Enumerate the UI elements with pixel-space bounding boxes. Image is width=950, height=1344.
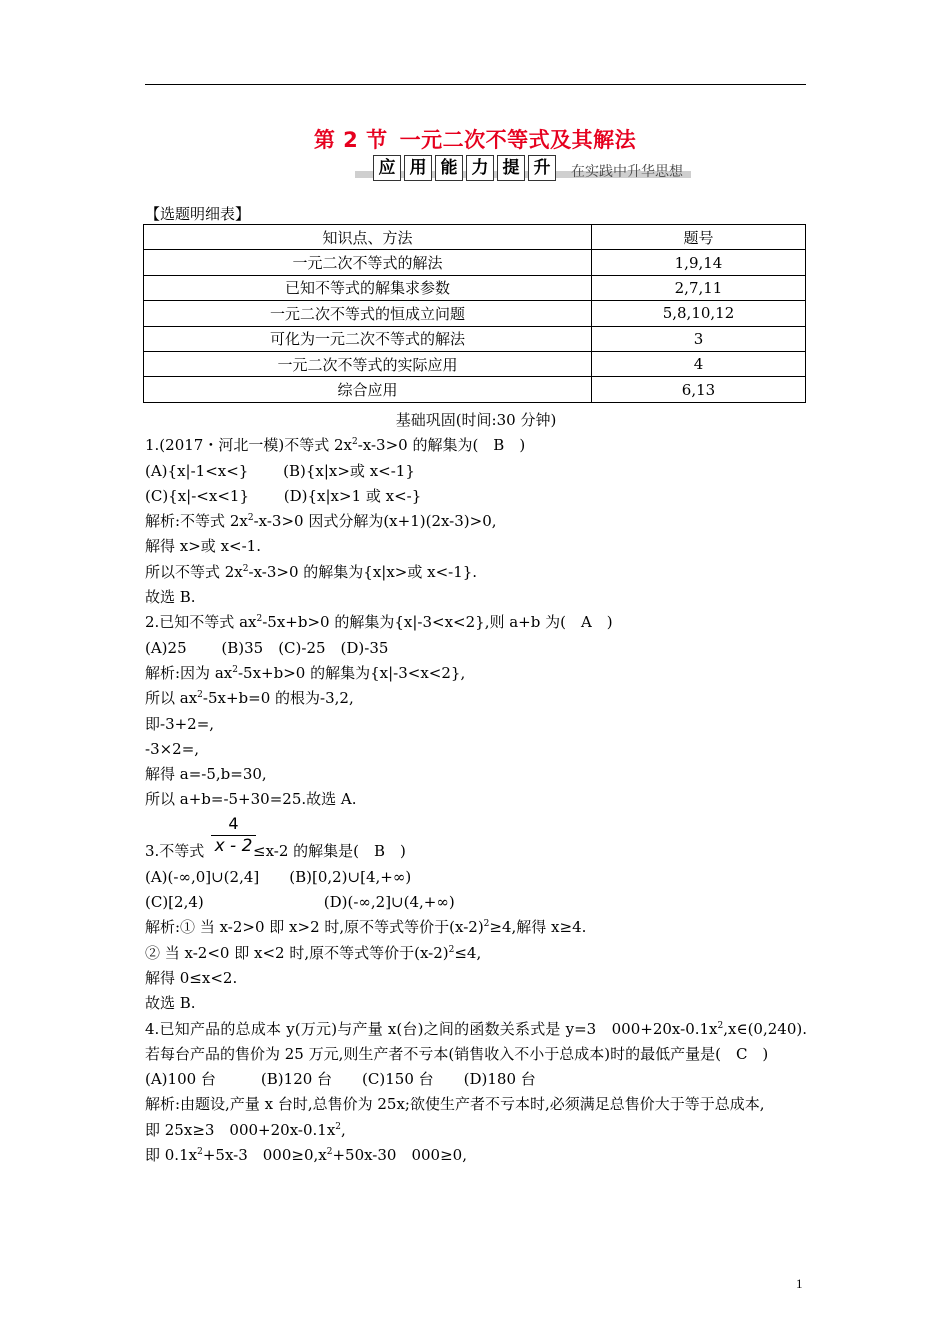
topic-table [143, 224, 806, 403]
section-title [0, 124, 950, 154]
question-number-cell: 4 [592, 351, 806, 376]
question-2-answer: 所以 a+b=-5+30=25.故选 A. [145, 790, 357, 809]
question-3-options-a: (A)(-∞,0]∪(2,4] (B)[0,2)∪[4,+∞) [145, 867, 412, 886]
question-1-options-b: (C){x|-<x<1} (D){x|x>1 或 x<-} [145, 486, 422, 505]
section-name: 一元二次不等式及其解法 [399, 128, 637, 152]
fraction-denominator: x - 2 [214, 835, 253, 856]
question-3-stem: 3.不等式 4 x - 2 ≤x-2 的解集是( B ) [145, 813, 406, 860]
question-number-cell: 3 [592, 326, 806, 351]
question-4-stem: 4.已知产品的总成本 y(万元)与产量 x(台)之间的函数关系式是 y=3 $000+20x-0.1x^2,x\in(0,240)$.若每台产品的售价为 25 万元,则生产者不亏本(销售收入不小于总成本)时的最低产量是( C ) [145, 1019, 807, 1063]
table-header-row [144, 225, 806, 250]
question-2-solution: 解析:因为 $ax^2-5x+b>0$ 的解集为{x|-3<x<2}, [145, 663, 466, 682]
question-4-solution: 解析:由题设,产量 x 台时,总售价为 25x;欲使生产者不亏本时,必须满足总售价大于等于总成本, [145, 1095, 765, 1114]
table-title: 【选题明细表】 [145, 205, 251, 223]
table-row [144, 326, 806, 351]
question-2-stem: 2.已知不等式 $ax^2-5x+b>0$ 的解集为{x|-3<x<2},则 a+b 为( A ) [145, 613, 613, 632]
section-heading: 基础巩固(时间:30 分钟) [395, 411, 557, 429]
topic-cell: 一元二次不等式的实际应用 [144, 351, 592, 376]
question-2-solution: 解得 a=-5,b=30, [145, 765, 267, 784]
topic-cell: 已知不等式的解集求参数 [144, 275, 592, 300]
banner-char: 用 [404, 155, 432, 181]
question-3-solution: ② 当 x-2<0 即 x<2 时,原不等式等价于$(x-2)^2\le 4$, [145, 943, 482, 962]
topic-cell: 一元二次不等式的解法 [144, 250, 592, 275]
question-3-answer: 故选 B. [145, 994, 196, 1013]
banner-char: 能 [435, 155, 463, 181]
topic-cell: 一元二次不等式的恒成立问题 [144, 301, 592, 326]
table-row [144, 377, 806, 402]
question-number-cell: 6,13 [592, 377, 806, 402]
fraction-numerator: 4 [228, 813, 239, 833]
question-1-solution: 解析:不等式 $2x^2-x-3>0$ 因式分解为(x+1)(2x-3)>0, [145, 512, 497, 531]
header-rule [145, 84, 806, 85]
table-row [144, 275, 806, 300]
banner-char: 应 [373, 155, 401, 181]
table-row [144, 351, 806, 376]
banner-char: 升 [528, 155, 556, 181]
section-number: 第 2 节 [313, 128, 388, 152]
question-2-solution: 所以 $ax^2-5x+b=0$ 的根为-3,2, [145, 689, 354, 708]
table-row [144, 250, 806, 275]
page-number: 1 [796, 1276, 803, 1291]
question-number-cell: 2,7,11 [592, 275, 806, 300]
question-4-solution: 即 25x≥3 $000+20x-0.1x^2$, [145, 1120, 346, 1139]
banner-char: 力 [466, 155, 494, 181]
topic-cell: 可化为一元二次不等式的解法 [144, 326, 592, 351]
question-2-solution: -3×2=, [145, 739, 200, 758]
question-2-solution: 即-3+2=, [145, 714, 215, 733]
topic-cell: 综合应用 [144, 377, 592, 402]
fraction [211, 813, 256, 856]
question-4-options: (A)100 台 (B)120 台 (C)150 台 (D)180 台 [145, 1070, 536, 1089]
question-number-cell: 1,9,14 [592, 250, 806, 275]
question-4-solution: 即 $0.1x^2+5x-3$ $000\ge 0,x^2+50x-30$ 000≥0, [145, 1146, 467, 1165]
question-1-solution: 解得 x>或 x<-1. [145, 537, 261, 556]
column-header: 知识点、方法 [144, 225, 592, 250]
question-1-answer: 故选 B. [145, 588, 196, 607]
banner-char: 提 [497, 155, 525, 181]
question-1-options-a: (A){x|-1<x<} (B){x|x>或 x<-1} [145, 461, 415, 480]
question-1-solution: 所以不等式 $2x^2-x-3>0$ 的解集为{x|x>或 x<-1}. [145, 562, 478, 581]
table-row [144, 301, 806, 326]
question-3-options-b: (C)[2,4) (D)(-∞,2]∪(4,+∞) [145, 893, 455, 912]
exercise-content [145, 408, 807, 1168]
question-2-options: (A)25 (B)35 (C)-25 (D)-35 [145, 638, 389, 657]
banner-subtitle: 在实践中升华思想 [571, 164, 683, 180]
question-number-cell: 5,8,10,12 [592, 301, 806, 326]
question-1-stem: 1.(2017・河北一模)不等式 $2x^2-x-3>0$ 的解集为( B ) [145, 436, 526, 455]
question-3-solution: 解析:① 当 x-2>0 即 x>2 时,原不等式等价于$(x-2)^2\ge 4$,解得 x≥4. [145, 918, 587, 937]
column-header: 题号 [592, 225, 806, 250]
ability-banner [355, 155, 683, 181]
question-3-solution: 解得 0≤x<2. [145, 968, 238, 987]
